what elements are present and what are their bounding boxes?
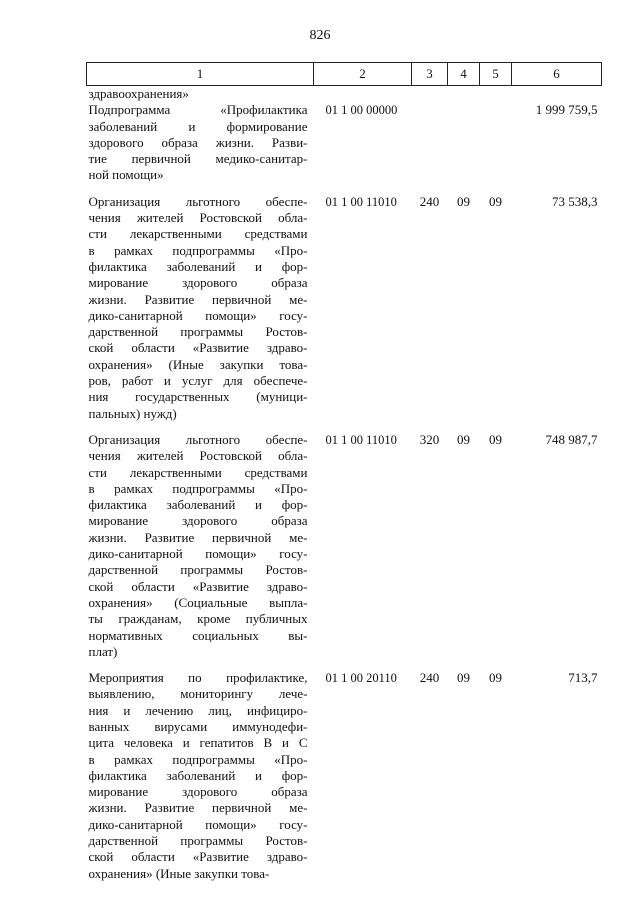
row-amount: 713,7 (568, 670, 598, 686)
row-name-line: сти лекарственными средствами (88, 226, 308, 242)
row-col-5: 09 (489, 670, 502, 686)
row-name-line: жизни. Развитие первичной ме- (88, 800, 308, 816)
row-name-line: охранения» (Иные закупки това- (88, 865, 270, 881)
row-name-line: ты гражданам, кроме публичных (88, 611, 308, 627)
table-row (87, 102, 602, 193)
row-name-line: Организация льготного обеспе- (88, 431, 308, 447)
row-name-line: цита человека и гепатитов B и C (88, 735, 308, 751)
row-code: 01 1 00 11010 (325, 432, 397, 447)
table-body (87, 86, 602, 892)
row-name-line: ния государственных (муници- (88, 389, 308, 405)
table-row (87, 432, 602, 670)
row-name-line: ской области «Развитие здраво- (88, 578, 308, 594)
row-amount: 1 999 759,5 (535, 102, 598, 118)
row-col-3: 240 (419, 193, 440, 209)
row-name-line: в рамках подпрограммы «Про- (88, 242, 308, 258)
row-amount: 73 538,3 (552, 193, 598, 209)
row-name-line: нормативных социальных вы- (88, 627, 308, 643)
row-col-4 (448, 102, 480, 193)
header-col-2: 2 (314, 63, 412, 86)
row-name-line: тие первичной медико-санитар- (88, 151, 308, 167)
row-code: 01 1 00 20110 (325, 671, 397, 686)
row-name (87, 102, 314, 193)
row-name (87, 670, 314, 892)
page-number: 826 (309, 28, 331, 43)
row-name-line: в рамках подпрограммы «Про- (88, 480, 308, 496)
row-name-line: дико-санитарной помощи» госу- (88, 546, 308, 562)
row-col-4: 09 (457, 670, 470, 686)
row-name-line: филактика заболеваний и фор- (88, 258, 308, 274)
row-col-3: 320 (419, 431, 440, 447)
row-col-5: 09 (489, 193, 502, 209)
table-row (87, 194, 602, 432)
row-name-line: охранения» (Социальные выпла- (88, 594, 308, 610)
header-col-5: 5 (480, 63, 512, 86)
header-col-3: 3 (412, 63, 448, 86)
row-col-3 (412, 102, 448, 193)
row-col-4: 09 (457, 193, 470, 209)
row-col-4: 09 (457, 431, 470, 447)
row-name (87, 194, 314, 432)
row-name-line: дико-санитарной помощи» госу- (88, 816, 308, 832)
row-name-line: филактика заболеваний и фор- (88, 767, 308, 783)
row-name-line: ров, работ и услуг для обеспече- (88, 373, 308, 389)
row-name-line: дарственной программы Ростов- (88, 562, 308, 578)
row-code: 01 1 00 00000 (325, 103, 398, 118)
row-name-line: заболеваний и формирование (88, 118, 308, 134)
row-name-line: ской области «Развитие здраво- (88, 340, 308, 356)
row-name-line: Мероприятия по профилактике, (88, 670, 308, 686)
header-col-6: 6 (512, 63, 602, 86)
row-name (87, 432, 314, 670)
row-name-line: ской области «Развитие здраво- (88, 849, 308, 865)
row-name-line: мирование здорового образа (88, 513, 308, 529)
row-name-line: Подпрограмма «Профилактика (88, 102, 308, 118)
row-name-line: ния и лечению лиц, инфициро- (88, 702, 308, 718)
row-col-5: 09 (489, 431, 502, 447)
row-name-line: охранения» (Иные закупки това- (88, 356, 308, 372)
table-row (87, 670, 602, 892)
row-name-line: чения жителей Ростовской обла- (88, 210, 308, 226)
row-name-line: филактика заболеваний и фор- (88, 497, 308, 513)
row-col-5 (480, 102, 512, 193)
row-col-3: 240 (419, 670, 440, 686)
row-name-line: чения жителей Ростовской обла- (88, 448, 308, 464)
row-name-line: ванных вирусами иммунодефи- (88, 718, 308, 734)
continuation-text: здравоохранения» (88, 86, 189, 101)
budget-table (86, 62, 602, 892)
header-col-4: 4 (448, 63, 480, 86)
row-name-line: мирование здорового образа (88, 784, 308, 800)
row-name-line: мирование здорового образа (88, 275, 308, 291)
table-header (87, 63, 602, 86)
header-col-1: 1 (87, 63, 314, 86)
row-name-line: дарственной программы Ростов- (88, 833, 308, 849)
row-name-line: плат) (88, 643, 118, 659)
row-name-line: здорового образа жизни. Разви- (88, 134, 308, 150)
row-name-line: Организация льготного обеспе- (88, 193, 308, 209)
row-amount: 748 987,7 (545, 431, 598, 447)
row-name-line: жизни. Развитие первичной ме- (88, 529, 308, 545)
row-name-line: выявлению, мониторингу лече- (88, 686, 308, 702)
row-name-line: ной помощи» (88, 167, 164, 183)
row-name-line: сти лекарственными средствами (88, 464, 308, 480)
row-name-line: в рамках подпрограммы «Про- (88, 751, 308, 767)
row-name-line: жизни. Развитие первичной ме- (88, 291, 308, 307)
row-name-line: дико-санитарной помощи» госу- (88, 307, 308, 323)
row-name-line: дарственной программы Ростов- (88, 324, 308, 340)
continuation-row (87, 86, 602, 103)
row-code: 01 1 00 11010 (325, 194, 397, 209)
row-name-line: пальных) нужд) (88, 405, 177, 421)
